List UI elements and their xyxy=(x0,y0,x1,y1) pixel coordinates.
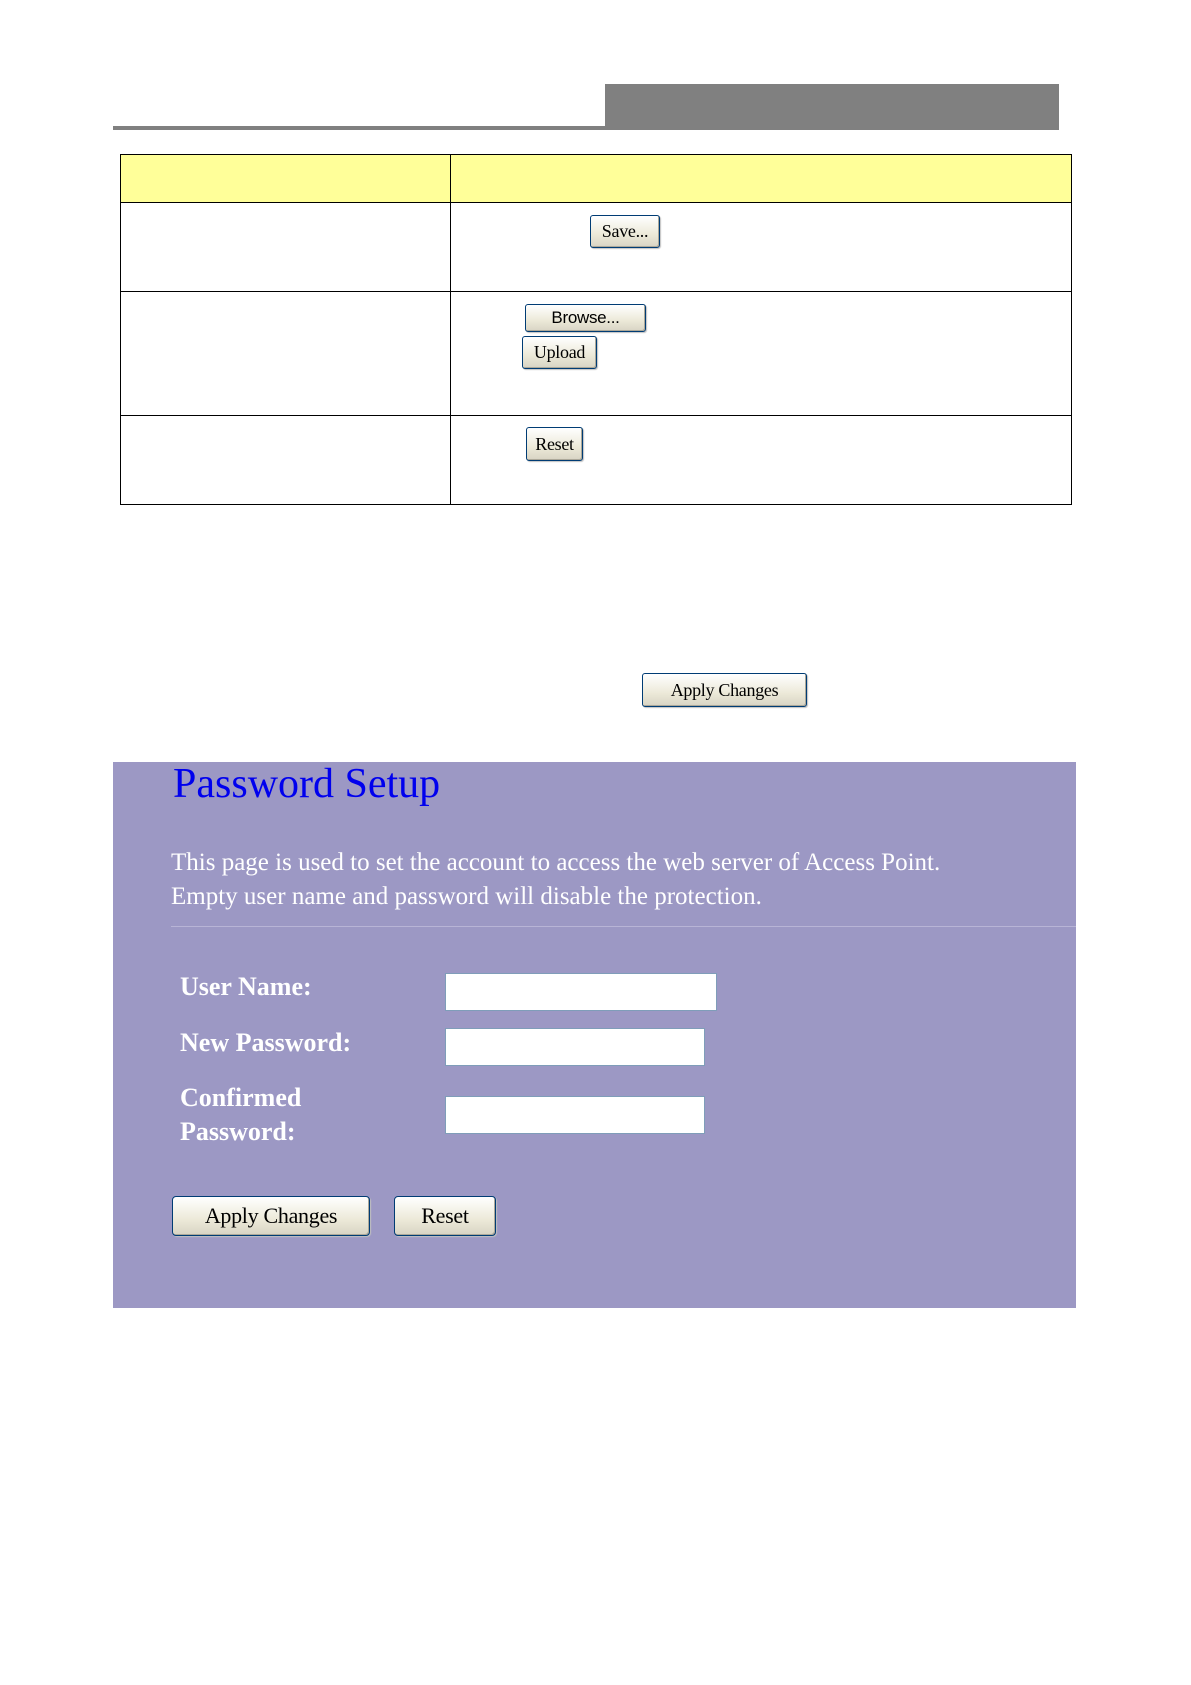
table-cell xyxy=(121,203,451,292)
new-password-label: New Password: xyxy=(180,1028,352,1057)
user-name-input[interactable] xyxy=(445,973,717,1011)
upload-button[interactable]: Upload xyxy=(522,336,597,369)
table-row xyxy=(121,203,1072,292)
table-header-cell xyxy=(121,155,451,203)
user-name-label: User Name: xyxy=(180,972,312,1001)
label-line: Password: xyxy=(180,1117,296,1146)
table-header-row xyxy=(121,155,1072,203)
new-password-input[interactable] xyxy=(445,1028,705,1066)
apply-changes-button-inline[interactable]: Apply Changes xyxy=(642,673,807,707)
header-rule xyxy=(113,126,605,130)
apply-changes-button[interactable]: Apply Changes xyxy=(172,1196,370,1236)
confirmed-password-label xyxy=(180,1081,301,1149)
browse-button[interactable]: Browse... xyxy=(525,304,646,332)
header-bar xyxy=(605,84,1059,130)
table-cell xyxy=(451,416,1072,505)
page-title: Password Setup xyxy=(173,762,441,807)
table-cell xyxy=(121,292,451,416)
description-line: Empty user name and password will disable the protection. xyxy=(171,883,762,910)
page-description xyxy=(171,846,940,914)
password-setup-screenshot xyxy=(113,762,1076,1308)
table-cell xyxy=(451,292,1072,416)
reset-button[interactable]: Reset xyxy=(394,1196,496,1236)
reset-button[interactable]: Reset xyxy=(526,427,583,461)
description-line: This page is used to set the account to access the web server of Access Point. xyxy=(171,849,941,876)
table-row xyxy=(121,416,1072,505)
divider xyxy=(171,926,1076,927)
confirmed-password-input[interactable] xyxy=(445,1096,705,1134)
description-table xyxy=(120,154,1072,505)
table-cell xyxy=(451,203,1072,292)
table-header-cell xyxy=(451,155,1072,203)
table-cell xyxy=(121,416,451,505)
save-button[interactable]: Save... xyxy=(590,215,660,248)
table-row xyxy=(121,292,1072,416)
label-line: Confirmed xyxy=(180,1083,302,1112)
